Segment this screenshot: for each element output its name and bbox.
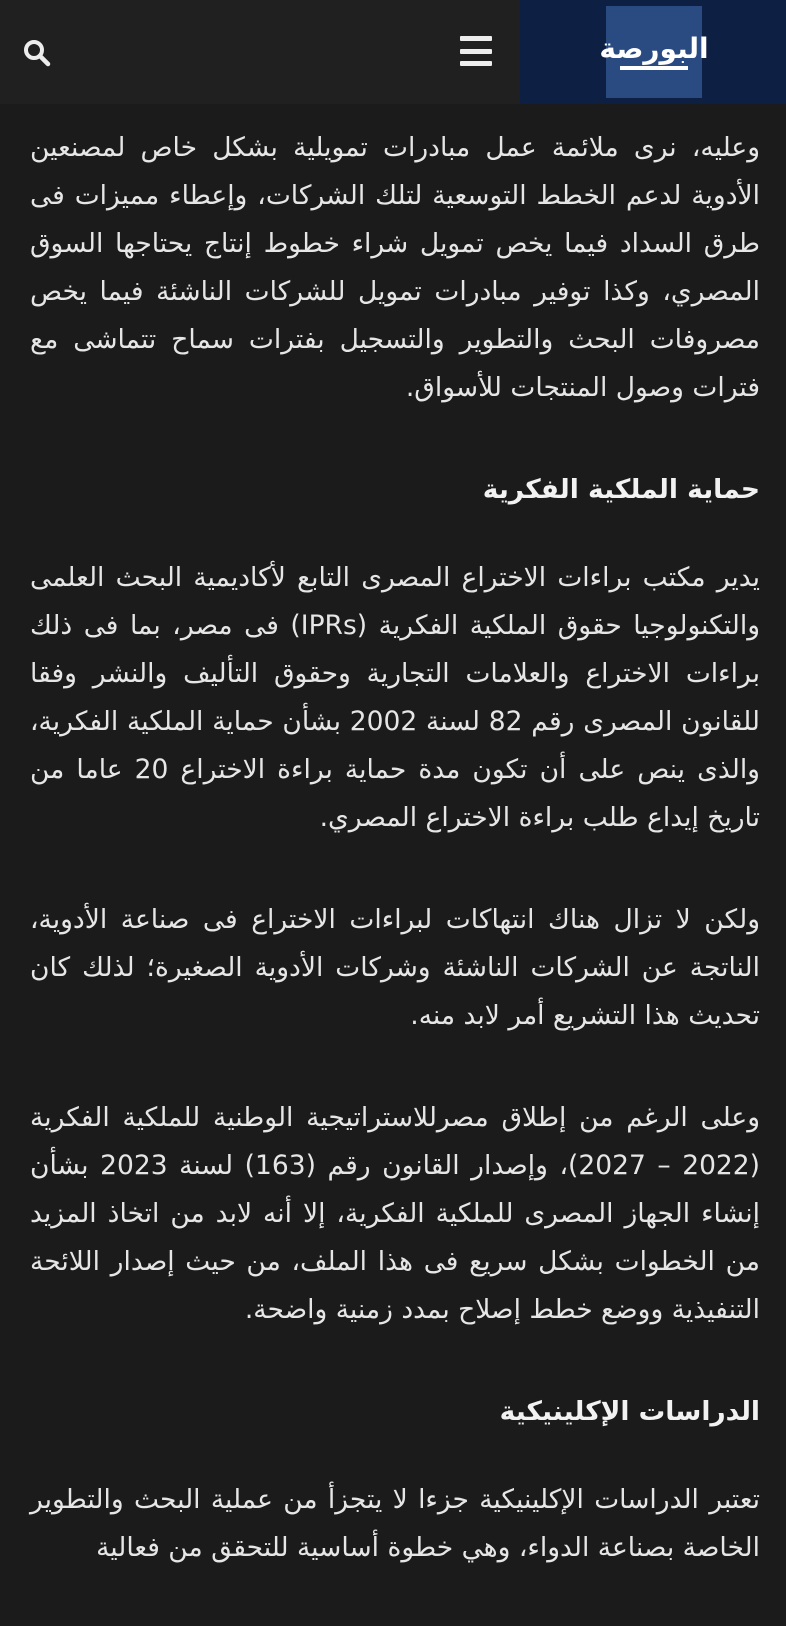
- menu-line-top: [460, 36, 492, 41]
- article-paragraph-clinical-studies: تعتبر الدراسات الإكلينيكية جزءا لا يتجزأ من عملية البحث والتطوير الخاصة بصناعة الدواء، وهي خطوة أساسية للتحقق من فعالية: [30, 1484, 760, 1563]
- section-heading-intellectual-property: حماية الملكية الفكرية: [482, 474, 760, 505]
- menu-line-middle: [460, 49, 492, 54]
- article-paragraph-patent-violations: ولكن لا تزال هناك انتهاكات لبراءات الاختراع فى صناعة الأدوية، الناتجة عن الشركات الناشئة وشركات الأدوية الصغيرة؛ لذلك كان تحديث هذا التشريع أمر لابد منه.: [30, 904, 760, 1031]
- article-paragraph-national-strategy: وعلى الرغم من إطلاق مصرللاستراتيجية الوطنية للملكية الفكرية (2022 – 2027)، وإصدار القانون رقم (163) لسنة 2023 بشأن إنشاء الجهاز المصرى للملكية الفكرية، إلا أنه لابد من اتخاذ المزيد من الخطوات بشكل سريع فى هذا الملف، من حيث إصدار اللائحة التنفيذية ووضع خطط إصلاح بمدد زمنية واضحة.: [30, 1102, 760, 1325]
- search-icon-graphic: [22, 38, 52, 68]
- article-paragraph-patent-office: يدير مكتب براءات الاختراع المصرى التابع لأكاديمية البحث العلمى والتكنولوجيا حقوق الملكية الفكرية (IPRs) فى مصر، بما فى ذلك براءات الاختراع والعلامات التجارية وحقوق التأليف والنشر وفقا للقانون المصرى رقم 82 لسنة 2002 بشأن حماية الملكية الفكرية، والذى ينص على أن تكون مدة حماية براءة الاختراع 20 عاما من تاريخ إيداع طلب براءة الاختراع المصري.: [30, 562, 761, 833]
- section-heading-clinical-studies: الدراسات الإكلينيكية: [499, 1396, 760, 1427]
- logo-text: البورصة: [599, 31, 709, 65]
- site-logo[interactable]: [599, 6, 709, 98]
- top-navigation-bar: [0, 0, 786, 104]
- hamburger-menu-icon[interactable]: [458, 36, 494, 66]
- search-icon[interactable]: [22, 38, 52, 68]
- article-body: [30, 124, 760, 1626]
- menu-line-bottom: [460, 61, 492, 66]
- logo-underline: [620, 66, 688, 70]
- logo-block[interactable]: [520, 0, 786, 104]
- article-paragraph-financing: وعليه، نرى ملائمة عمل مبادرات تمويلية بشكل خاص لمصنعين الأدوية لدعم الخطط التوسعية لتلك الشركات، وإعطاء مميزات فى طرق السداد فيما يخص تمويل شراء خطوط إنتاج يحتاجها السوق المصري، وكذا توفير مبادرات تمويل للشركات الناشئة فيما يخص مصروفات البحث والتطوير والتسجيل بفترات سماح تتماشى مع فترات وصول المنتجات للأسواق.: [30, 132, 760, 403]
